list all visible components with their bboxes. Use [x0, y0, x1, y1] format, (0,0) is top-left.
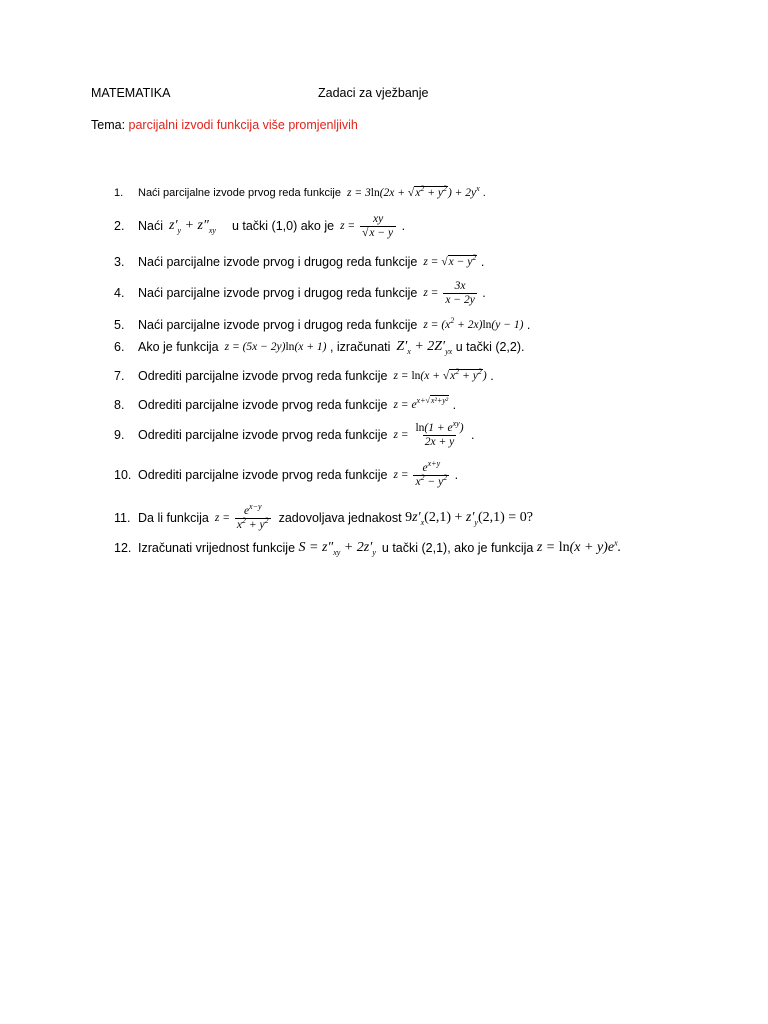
formula: $z = (x^2 + 2x)\ln(y - 1)$ [423, 316, 524, 331]
task-number: 3. [114, 255, 125, 269]
task-3: 3. Naći parcijalne izvode prvog i drugog reda funkcije $z = √x - y^2$ . [114, 253, 485, 269]
topic-label: Tema: [91, 118, 126, 132]
task-number: 10. [114, 468, 132, 482]
task-number: 2. [114, 219, 125, 233]
task-5: 5. Naći parcijalne izvode prvog i drugog reda funkcije $z = (x^2 + 2x)\ln(y - 1)$ . [114, 316, 531, 332]
formula: z = (5x − 2y)ln(x + 1) [224, 341, 327, 353]
task-7: 7. Odrediti parcijalne izvode prvog reda funkcije $z = \ln(x + √x^2 + y^2)$ . [114, 367, 494, 383]
task-text: , izračunati [329, 340, 391, 354]
formula: z = $\frac{\ln(1 + e^{xy})}{2x + y}$ [393, 418, 464, 448]
task-text: Izračunati vrijednost funkcije [138, 541, 296, 555]
task-text: u tački (2,1), ako je funkcija [381, 541, 534, 555]
subject-heading: MATEMATIKA [91, 86, 171, 100]
task-text: Odrediti parcijalne izvode prvog reda funkcije [138, 398, 388, 412]
formula: z = $\frac{e^{x+y}}{x^2 - y^2}$ [393, 458, 448, 488]
formula: $9z'_x(2,1) + z'_y(2,1) = 0$? [405, 510, 533, 527]
formula: $S = z''_{xy} + 2z'_y$ [298, 540, 376, 557]
formula: z = $\frac{3x}{x - 2y}$ [423, 279, 475, 306]
task-number: 8. [114, 398, 125, 412]
task-text: Da li funkcija [138, 511, 209, 525]
formula: $z'_y + z''_{xy}$ [169, 218, 216, 235]
formula: $z = \ln(x + √x^2 + y^2)$ [393, 367, 487, 382]
topic-line [91, 118, 358, 132]
task-text: Naći parcijalne izvode prvog i drugog reda funkcije [138, 255, 418, 269]
formula: $Z'_x + 2Z'_{yx}$ [396, 339, 453, 356]
task-number: 11. [114, 511, 131, 525]
task-text: u tački (1,0) ako je [231, 219, 335, 233]
task-number: 7. [114, 369, 125, 383]
task-8: 8. Odrediti parcijalne izvode prvog reda funkcije $z = e^{x+√x^2+y^2}$ . [114, 396, 457, 412]
task-text: Naći parcijalne izvode prvog reda funkcije [138, 187, 341, 199]
task-number: 4. [114, 286, 125, 300]
formula: $z = \ln(x + y)e^x$. [536, 538, 622, 555]
task-text: zadovoljava jednakost [278, 511, 402, 525]
task-text: Odrediti parcijalne izvode prvog reda funkcije [138, 428, 388, 442]
task-10: 10. Odrediti parcijalne izvode prvog reda funkcije z = $\frac{e^{x+y}}{x^2 - y^2}$ . [114, 458, 459, 488]
formula: $z = √x - y^2$ [423, 253, 477, 268]
formula: $z = 3\ln(2x + √x^2 + y^2) + 2y^x$ [347, 184, 480, 199]
task-text: Naći parcijalne izvode prvog i drugog reda funkcije [138, 318, 418, 332]
task-number: 6. [114, 340, 125, 354]
task-9: 9. Odrediti parcijalne izvode prvog reda funkcije z = $\frac{\ln(1 + e^{xy})}{2x + y}$ . [114, 418, 475, 448]
formula: $z = e^{x+√x^2+y^2}$ [393, 396, 449, 411]
task-4: 4. Naći parcijalne izvode prvog i drugog reda funkcije z = $\frac{3x}{x - 2y}$ . [114, 279, 486, 306]
task-text: Odrediti parcijalne izvode prvog reda funkcije [138, 468, 388, 482]
task-text: Naći parcijalne izvode prvog i drugog reda funkcije [138, 286, 418, 300]
formula: z = $\frac{xy}{√x - y}$ [340, 213, 398, 240]
document-title: Zadaci za vježbanje [318, 86, 429, 100]
task-number: 12. [114, 541, 132, 555]
task-text: Ako je funkcija [138, 340, 219, 354]
task-text: u tački (2,2). [455, 340, 525, 354]
task-12 [114, 528, 621, 568]
formula: z = $\frac{e^{x-y}}{x^2 + y^2}$ [214, 501, 269, 531]
task-number: 9. [114, 428, 125, 442]
task-number: 5. [114, 318, 125, 332]
task-2: 2. Naći $z'_y + z''_{xy}$ u tački (1,0) ako je z = $\frac{xy}{√x - y}$ . [114, 212, 406, 239]
topic-value: parcijalni izvodi funkcija više promjenljivih [128, 118, 358, 132]
task-text: Naći [138, 219, 164, 233]
task-number: 1. [114, 187, 124, 199]
task-1: 1. Naći parcijalne izvode prvog reda funkcije $z = 3\ln(2x + √x^2 + y^2) + 2y^x$ . [114, 184, 486, 199]
task-text: Odrediti parcijalne izvode prvog reda funkcije [138, 369, 388, 383]
